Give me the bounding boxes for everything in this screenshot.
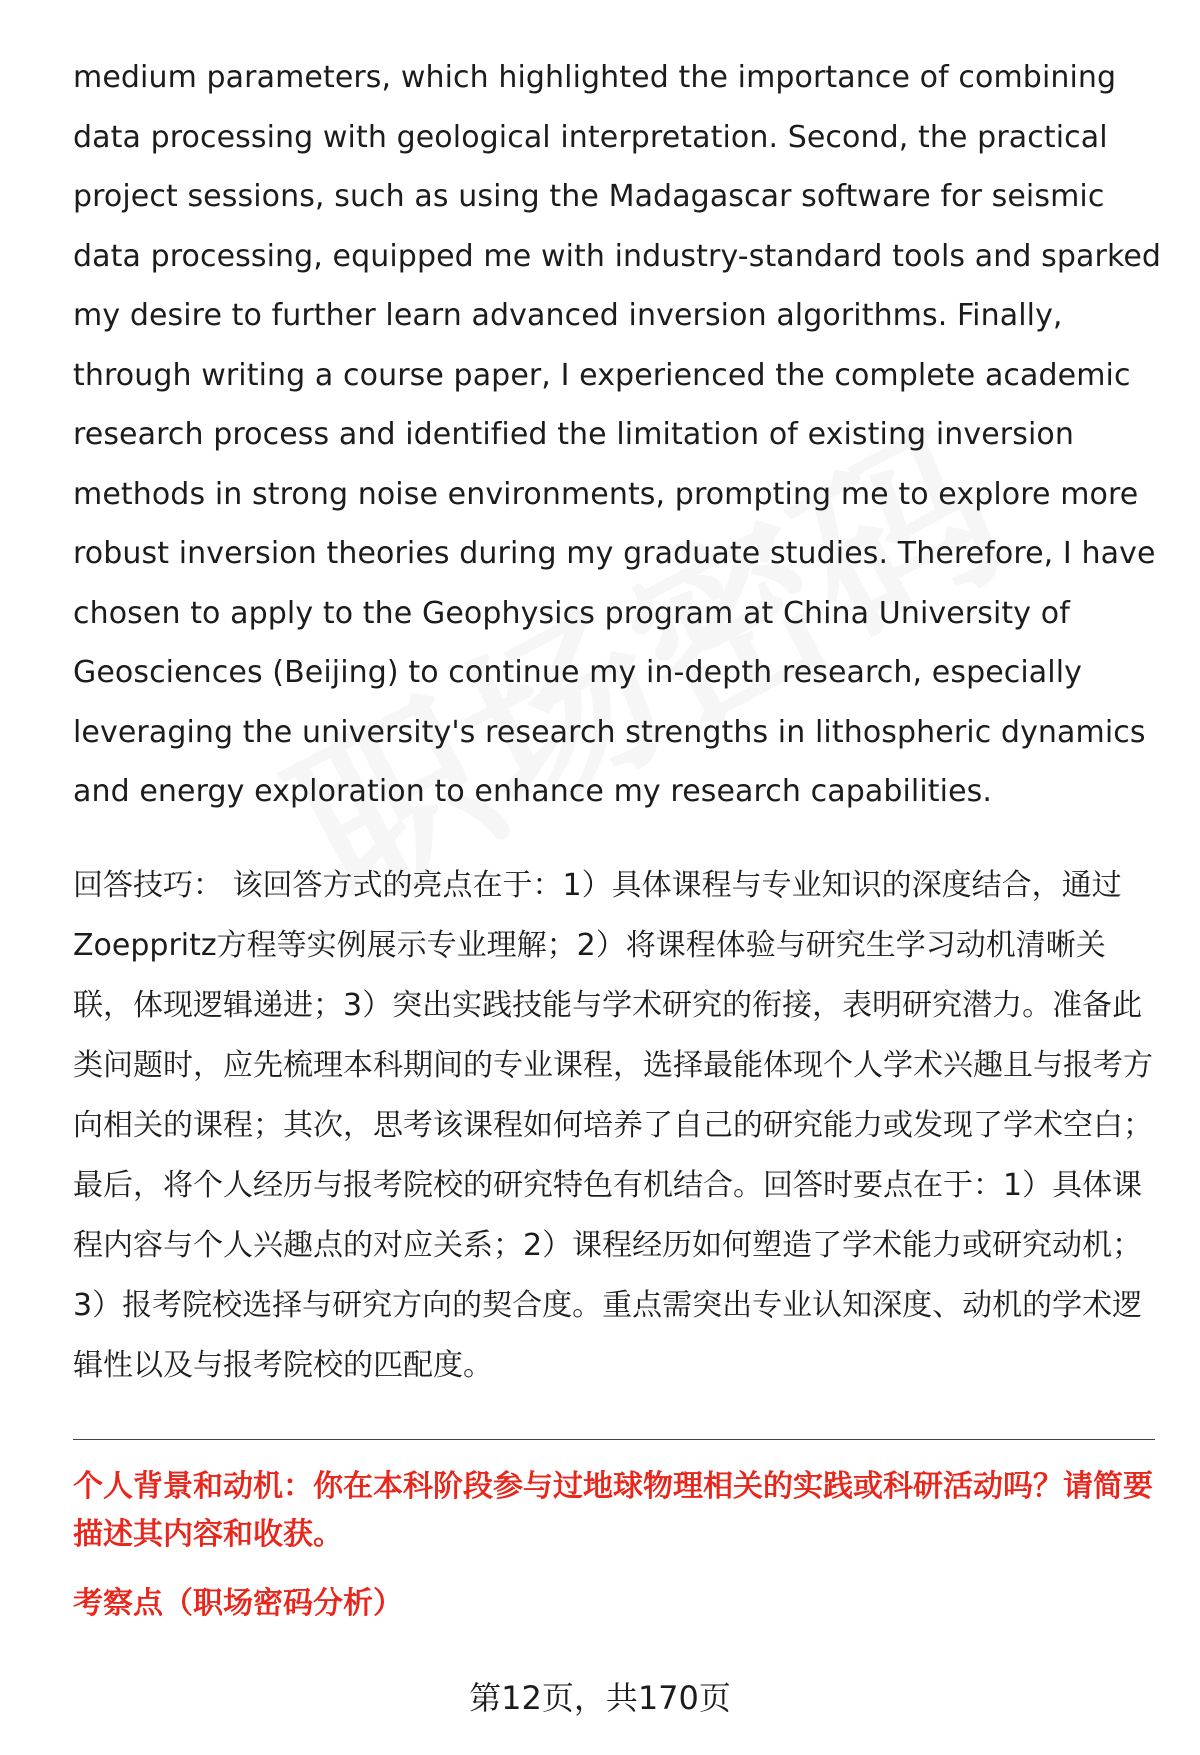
answer-tips-paragraph: 回答技巧： 该回答方式的亮点在于：1）具体课程与专业知识的深度结合，通过Zoeppritz方程等实例展示专业理解；2）将课程体验与研究生学习动机清晰关联，体现逻辑递进；3）突出实践技能与学术研究的衔接，表明研究潜力。准备此类问题时，应先梳理本科期间的专业课程，选择最能体现个人学术兴趣且与报考方向相关的课程；其次，思考该课程如何培养了自己的研究能力或发现了学术空白；最后，将个人经历与报考院校的研究特色有机结合。回答时要点在于：1）具体课程内容与个人兴趣点的对应关系；2）课程经历如何塑造了学术能力或研究动机；3）报考院校选择与研究方向的契合度。重点需突出专业认知深度、动机的学术逻辑性以及与报考院校的匹配度。: [73, 868, 1153, 1383]
section-heading: 考察点（职场密码分析）: [73, 1586, 403, 1621]
page-footer: 第12页，共170页: [469, 1679, 731, 1717]
answer-paragraph: medium parameters, which highlighted the importance of combining data processing with geological interpretation. Second, the practical project sessions, such as using the Madagascar software for seismic data processing, equipped me with industry-standard tools and sparked my desire to further learn advanced inversion algorithms. Finally, through writing a course paper, I experienced the complete academic research process and identified the limitation of existing inversion methods in strong noise environments, prompting me to explore more robust inversion theories during my graduate studies. Therefore, I have chosen to apply to the Geophysics program at China University of Geosciences (Beijing) to continue my in-depth research, especially leveraging the university's research strengths in lithospheric dynamics and energy exploration to enhance my research capabilities.: [73, 60, 1162, 809]
interview-question: 个人背景和动机：你在本科阶段参与过地球物理相关的实践或科研活动吗？请简要描述其内容和收获。: [73, 1469, 1153, 1552]
section-divider: [73, 1439, 1155, 1440]
